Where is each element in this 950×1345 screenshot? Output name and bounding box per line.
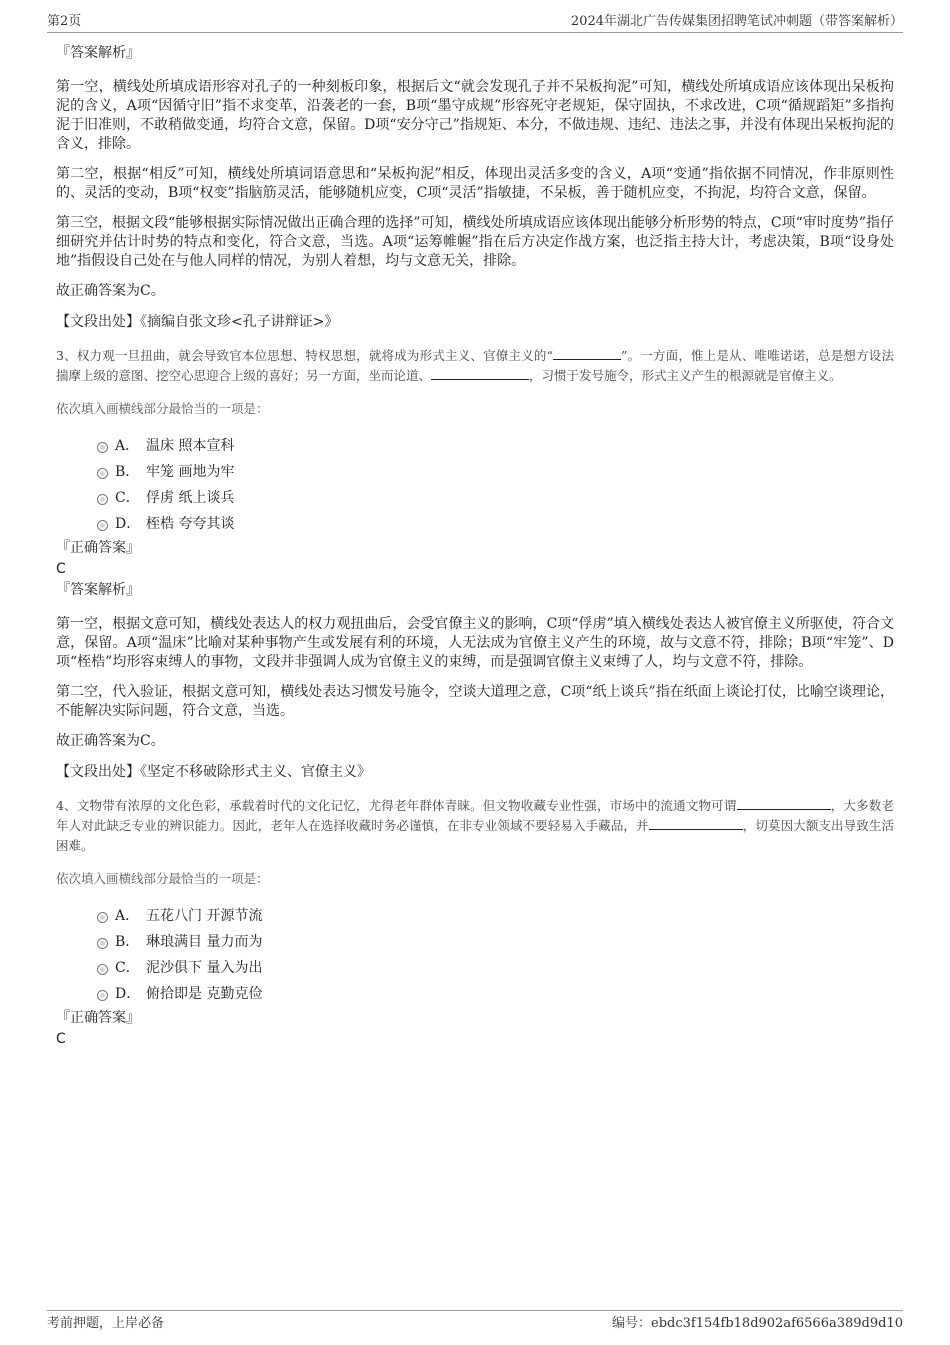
option-b[interactable]: B． 牢笼 画地为牢 xyxy=(97,459,894,485)
question-3-options xyxy=(97,433,894,537)
option-d[interactable]: D． 桎梏 夸夸其谈 xyxy=(97,511,894,537)
answer-blank xyxy=(431,367,529,380)
option-c[interactable]: C． 泥沙俱下 量入为出 xyxy=(97,955,894,981)
option-a[interactable]: A． 温床 照本宣科 xyxy=(97,433,894,459)
footer-slogan: 考前押题，上岸必备 xyxy=(47,1316,165,1331)
answer-blank xyxy=(553,347,621,360)
page-content xyxy=(56,44,894,1049)
analysis-label: 『答案解析』 xyxy=(56,45,140,61)
page-footer xyxy=(47,1310,903,1333)
document-id: 编号：ebdc3f154fb18d902af6566a389d9d10 xyxy=(612,1316,903,1331)
analysis-label: 『答案解析』 xyxy=(56,582,140,598)
radio-icon[interactable] xyxy=(97,964,108,975)
analysis-paragraph: 第二空，根据“相反”可知，横线处所填词语意思和“呆板拘泥”相反，体现出灵活多变的含义，A项“变通”指依据不同情况，作非原则性的、灵活的变动，B项“权变”指脑筋灵活，能够随机应变，C项“灵活”指敏捷，不呆板，善于随机应变，不拘泥，均符合文意，保留。 xyxy=(56,166,894,201)
analysis-paragraph: 第一空，根据文意可知，横线处表达人的权力观扭曲后，会受官僚主义的影响，C项“俘虏”填入横线处表达人被官僚主义所驱使，符合文意，保留。A项“温床”比喻对某种事物产生或发展有利的环境，人无法成为官僚主义产生的环境，故与文意不符，排除；B项“牢笼”、D项“桎梏”均形容束缚人的事物，文段并非强调人成为官僚主义的束缚，而是强调官僚主义束缚了人，均与文意不符，排除。 xyxy=(56,616,894,670)
answer-conclusion: 故正确答案为C。 xyxy=(56,283,165,299)
question-prompt: 依次填入画横线部分最恰当的一项是： xyxy=(56,871,269,886)
radio-icon[interactable] xyxy=(97,442,108,453)
text-source: 【文段出处】《摘编自张文珍<孔子讲辩证>》 xyxy=(56,314,339,330)
radio-icon[interactable] xyxy=(97,494,108,505)
radio-icon[interactable] xyxy=(97,990,108,1001)
correct-answer: C xyxy=(56,1031,66,1047)
question-3-text: 3、权力观一旦扭曲，就会导致官本位思想、特权思想，就将成为形式主义、官僚主义的“ ”。一方面，惟上是从、唯唯诺诺，总是想方设法揣摩上级的意图、挖空心思迎合上级的喜好；另一方面，坐而论道、 ，习惯于发号施令，形式主义产生的根源就是官僚主义。 xyxy=(56,348,894,383)
question-prompt: 依次填入画横线部分最恰当的一项是： xyxy=(56,401,269,416)
correct-answer-label: 『正确答案』 xyxy=(56,540,140,556)
answer-blank xyxy=(737,797,831,810)
answer-blank xyxy=(649,817,743,830)
option-a[interactable]: A． 五花八门 开源节流 xyxy=(97,903,894,929)
analysis-paragraph: 第二空，代入验证，根据文意可知，横线处表达习惯发号施令，空谈大道理之意，C项“纸上谈兵”指在纸面上谈论打仗，比喻空谈理论，不能解决实际问题，符合文意，当选。 xyxy=(56,684,894,719)
option-b[interactable]: B． 琳琅满目 量力而为 xyxy=(97,929,894,955)
radio-icon[interactable] xyxy=(97,468,108,479)
question-4-options xyxy=(97,903,894,1007)
answer-conclusion: 故正确答案为C。 xyxy=(56,733,165,749)
analysis-paragraph: 第三空，根据文段“能够根据实际情况做出正确合理的选择”可知，横线处所填成语应该体现出能够分析形势的特点，C项“审时度势”指仔细研究并估计时势的特点和变化，符合文意，当选。A项“运筹帷幄”指在后方决定作战方案，也泛指主持大计，考虑决策，B项“设身处地”指假设自己处在与他人同样的情况，为别人着想，均与文意无关，排除。 xyxy=(56,215,894,269)
radio-icon[interactable] xyxy=(97,912,108,923)
page-number: 第2页 xyxy=(47,14,82,29)
document-title: 2024年湖北广告传媒集团招聘笔试冲刺题（带答案解析） xyxy=(570,14,903,29)
text-source: 【文段出处】《坚定不移破除形式主义、官僚主义》 xyxy=(56,764,371,780)
page-header xyxy=(47,12,903,33)
analysis-paragraph: 第一空，横线处所填成语形容对孔子的一种刻板印象，根据后文“就会发现孔子并不呆板拘泥”可知，横线处所填成语应该体现出呆板拘泥的含义，A项“因循守旧”指不求变革，沿袭老的一套，B项“墨守成规”形容死守老规矩，保守固执，不求改进，C项“循规蹈矩”多指拘泥于旧准则，不敢稍做变通，均符合文意，保留。D项“安分守己”指规矩、本分，不做违规、违纪、违法之事，并没有体现出呆板拘泥的含义，排除。 xyxy=(56,79,894,152)
option-c[interactable]: C． 俘虏 纸上谈兵 xyxy=(97,485,894,511)
correct-answer-label: 『正确答案』 xyxy=(56,1010,140,1026)
correct-answer: C xyxy=(56,561,66,577)
question-4-text: 4、文物带有浓厚的文化色彩，承载着时代的文化记忆，尤得老年群体青睐。但文物收藏专业性强，市场中的流通文物可谓 ，大多数老年人对此缺乏专业的辨识能力。因此，老年人在选择收藏时务必谨慎，在非专业领域不要轻易入手藏品，并 ，切莫因大额支出导致生活困难。 xyxy=(56,798,894,853)
radio-icon[interactable] xyxy=(97,938,108,949)
option-d[interactable]: D． 俯拾即是 克勤克俭 xyxy=(97,981,894,1007)
radio-icon[interactable] xyxy=(97,520,108,531)
